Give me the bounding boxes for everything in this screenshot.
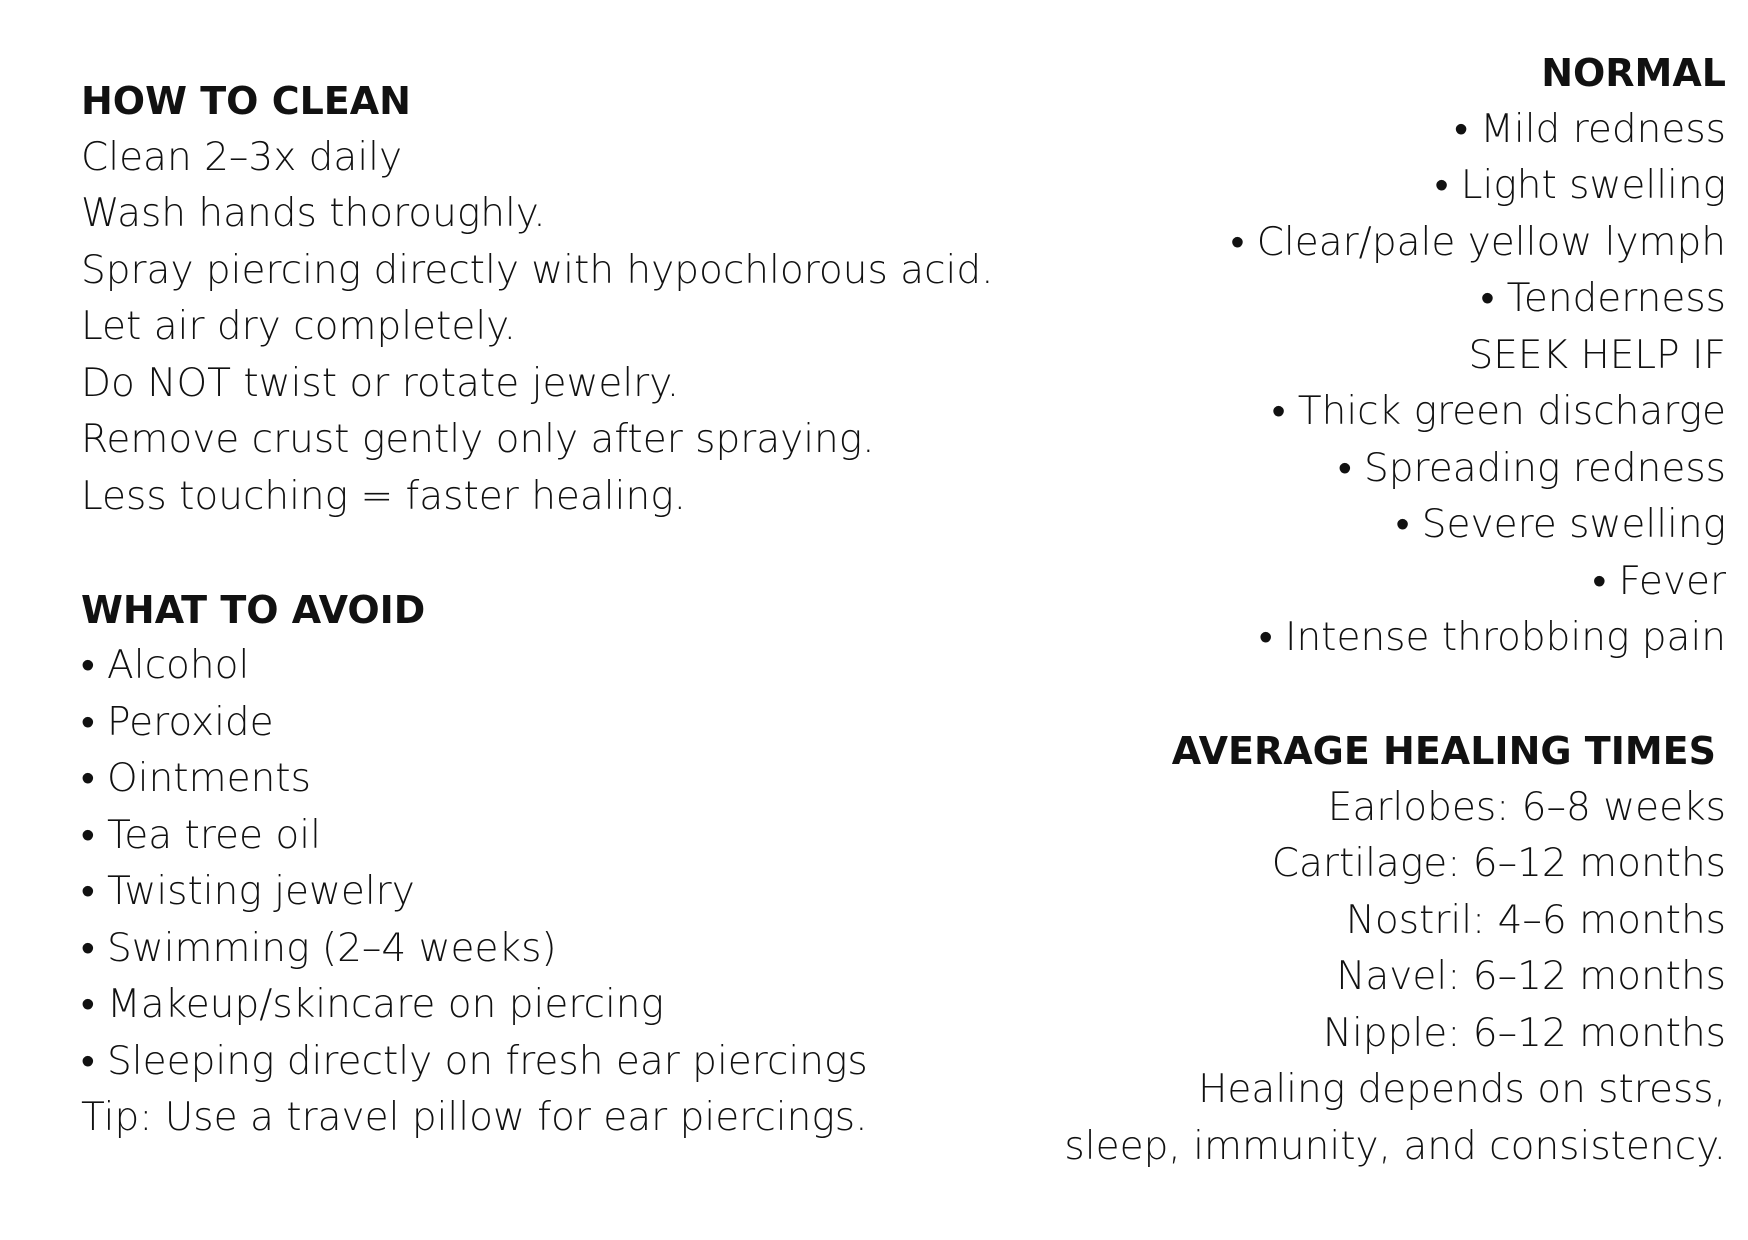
avoid-item: • Ointments [81,756,311,801]
healing-times-section [1006,723,1726,1175]
how-to-clean-section [81,73,1041,525]
clean-line: Remove crust gently only after spraying. [81,417,875,462]
avoid-tip: Tip: Use a travel pillow for ear piercings. [81,1095,868,1140]
section-spacer [81,525,1041,582]
seek-help-item: • Fever [1592,558,1726,604]
healing-time-item: Cartilage: 6–12 months [1271,841,1726,886]
right-column [1006,45,1726,1175]
healing-time-item: Earlobes: 6–8 weeks [1327,784,1726,830]
healing-note-line: sleep, immunity, and consistency. [1064,1123,1726,1169]
what-to-avoid-section [81,582,1041,1147]
normal-item: • Tenderness [1480,276,1726,321]
avoid-item: • Sleeping directly on fresh ear piercings [81,1038,868,1084]
clean-line: Do NOT twist or rotate jewelry. [81,360,680,406]
seek-help-item: • Severe swelling [1395,502,1726,547]
clean-line: Spray piercing directly with hypochlorous acid. [81,247,994,293]
normal-section [1006,45,1726,328]
how-to-clean-heading: HOW TO CLEAN [81,79,411,123]
section-spacer [1006,667,1726,724]
what-to-avoid-heading: WHAT TO AVOID [81,587,426,632]
avoid-item: • Tea tree oil [81,812,321,858]
clean-line: Less touching = faster healing. [81,473,686,519]
avoid-item: • Peroxide [81,699,274,745]
clean-line: Clean 2–3x daily [81,134,403,180]
seek-help-item: • Thick green discharge [1271,389,1726,434]
normal-item: • Clear/pale yellow lymph [1230,219,1726,265]
healing-times-heading: AVERAGE HEALING TIMES [1171,729,1716,773]
normal-item: • Light swelling [1434,163,1726,208]
healing-note-line: Healing depends on stress, [1198,1067,1726,1112]
avoid-item: • Twisting jewelry [81,869,415,914]
seek-help-heading: SEEK HELP IF [1468,332,1726,378]
clean-line: Wash hands thoroughly. [81,191,546,236]
normal-heading: NORMAL [1541,51,1726,95]
healing-time-item: Navel: 6–12 months [1336,954,1726,999]
left-column [81,73,1041,1147]
seek-help-section [1006,328,1726,667]
normal-item: • Mild redness [1454,106,1726,152]
seek-help-item: • Spreading redness [1337,445,1726,491]
seek-help-item: • Intense throbbing pain [1258,615,1726,660]
healing-time-item: Nipple: 6–12 months [1322,1010,1726,1056]
healing-time-item: Nostril: 4–6 months [1345,897,1726,943]
avoid-item: • Alcohol [81,643,250,688]
avoid-item: • Swimming (2–4 weeks) [81,925,557,971]
avoid-item: • Makeup/skincare on piercing [81,982,664,1027]
clean-line: Let air dry completely. [81,304,517,349]
